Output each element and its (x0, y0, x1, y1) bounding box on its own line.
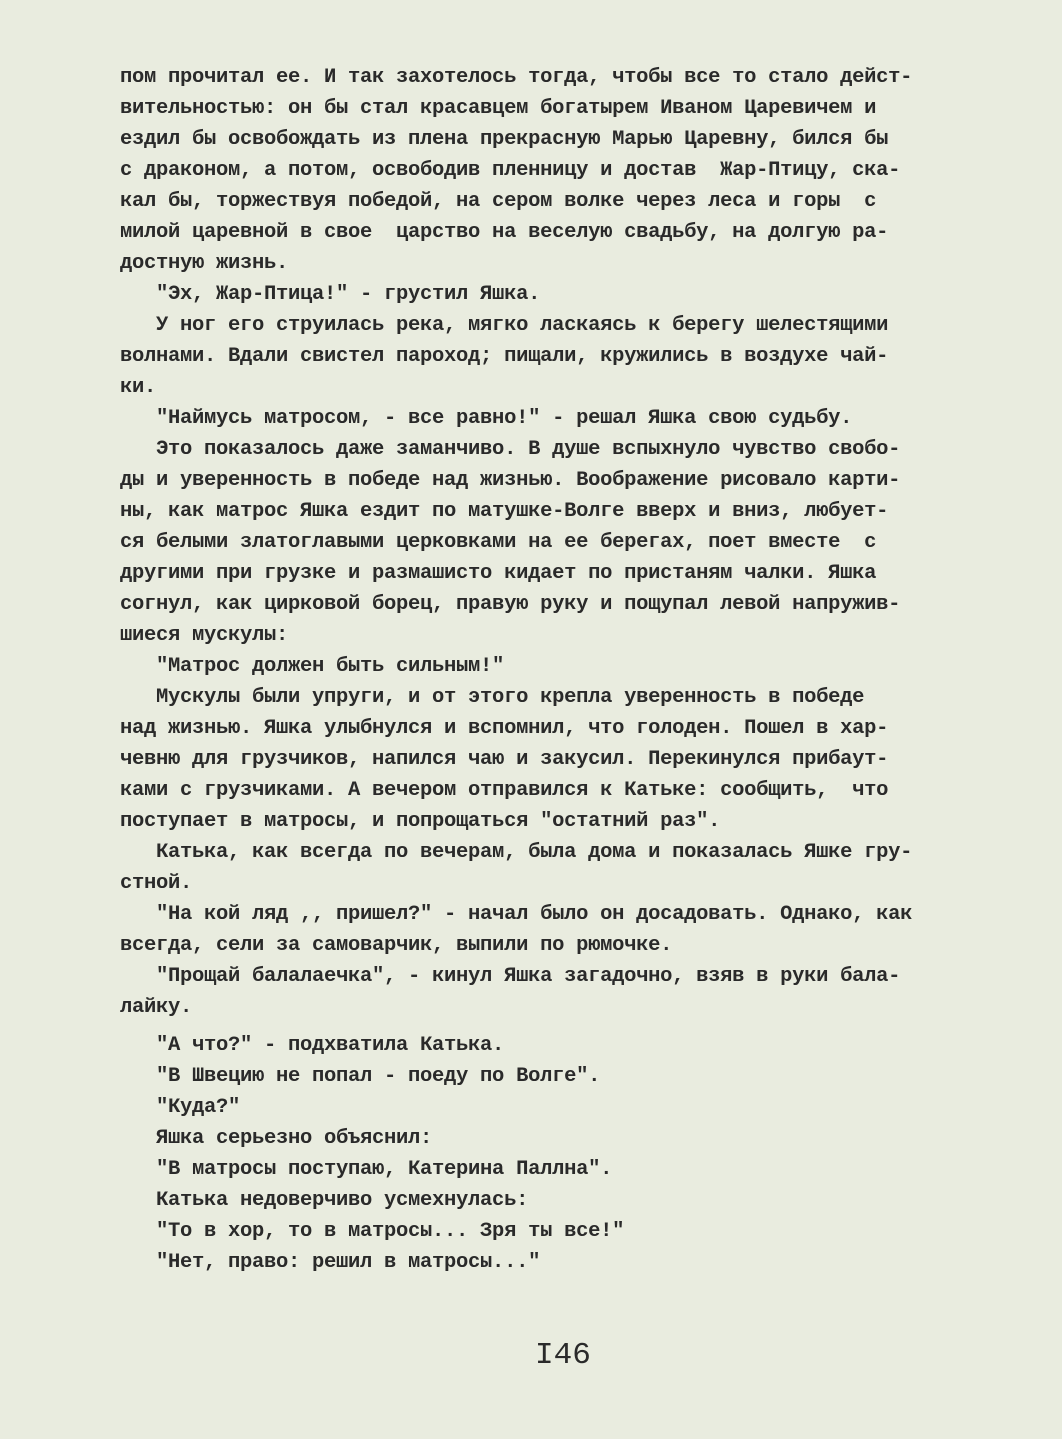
page-number: I46 (535, 1338, 591, 1373)
text-line: "А что?" - подхватила Катька. (120, 1034, 505, 1057)
text-line: над жизнью. Яшка улыбнулся и вспомнил, что голоден. Пошел в хар- (120, 717, 889, 740)
text-line: "В матросы поступаю, Катерина Паллна". (120, 1158, 613, 1181)
text-line: волнами. Вдали свистел пароход; пищали, кружились в воздухе чай- (120, 345, 889, 368)
text-line: ками с грузчиками. А вечером отправился к Катьке: сообщить, что (120, 779, 889, 802)
text-line: всегда, сели за самоварчик, выпили по рюмочке. (120, 934, 673, 957)
text-line: "На кой ляд ,, пришел?" - начал было он досадовать. Однако, как (120, 903, 913, 926)
text-line: У ног его струилась река, мягко ласкаясь к берегу шелестящими (120, 314, 889, 337)
text-line: стной. (120, 872, 193, 895)
text-line: ся белыми златоглавыми церковками на ее берегах, поет вместе с (120, 531, 877, 554)
text-line: "Эх, Жар-Птица!" - грустил Яшка. (120, 283, 541, 306)
text-line: вительностью: он бы стал красавцем богатырем Иваном Царевичем и (120, 97, 877, 120)
text-line: ездил бы освобождать из плена прекрасную Марью Царевну, бился бы (120, 128, 889, 151)
text-line: "Матрос должен быть сильным!" (120, 655, 505, 678)
text-line: Катька, как всегда по вечерам, была дома и показалась Яшке гру- (120, 841, 913, 864)
text-line: "Куда?" (120, 1096, 241, 1119)
text-line: лайку. (120, 996, 193, 1019)
text-line: шиеся мускулы: (120, 624, 289, 647)
text-line: согнул, как цирковой борец, правую руку и пощупал левой напружив- (120, 593, 901, 616)
text-line: поступает в матросы, и попрощаться "остатний раз". (120, 810, 721, 833)
text-line: "Нет, право: решил в матросы..." (120, 1251, 541, 1274)
text-line: "То в хор, то в матросы... Зря ты все!" (120, 1220, 625, 1243)
text-line: кал бы, торжествуя победой, на сером волке через леса и горы с (120, 190, 877, 213)
text-line: "Прощай балалаечка", - кинул Яшка загадочно, взяв в руки бала- (120, 965, 901, 988)
text-line: милой царевной в свое царство на веселую свадьбу, на долгую ра- (120, 221, 889, 244)
body-text (120, 62, 1000, 1278)
text-line: с драконом, а потом, освободив пленницу и достав Жар-Птицу, ска- (120, 159, 901, 182)
text-line: Катька недоверчиво усмехнулась: (120, 1189, 529, 1212)
text-line: "В Швецию не попал - поеду по Волге". (120, 1065, 601, 1088)
text-line: ды и уверенность в победе над жизнью. Воображение рисовало карти- (120, 469, 901, 492)
text-line: Это показалось даже заманчиво. В душе вспыхнуло чувство свобо- (120, 438, 901, 461)
text-line: Яшка серьезно объяснил: (120, 1127, 433, 1150)
text-line: чевню для грузчиков, напился чаю и закусил. Перекинулся прибаут- (120, 748, 889, 771)
text-line: пом прочитал ее. И так захотелось тогда, чтобы все то стало дейст- (120, 66, 913, 89)
text-line: достную жизнь. (120, 252, 289, 275)
text-line: другими при грузке и размашисто кидает по пристаням чалки. Яшка (120, 562, 877, 585)
text-line: ки. (120, 376, 157, 399)
text-line: Мускулы были упруги, и от этого крепла уверенность в победе (120, 686, 865, 709)
text-line: "Наймусь матросом, - все равно!" - решал Яшка свою судьбу. (120, 407, 853, 430)
text-line: ны, как матрос Яшка ездит по матушке-Волге вверх и вниз, любует- (120, 500, 889, 523)
